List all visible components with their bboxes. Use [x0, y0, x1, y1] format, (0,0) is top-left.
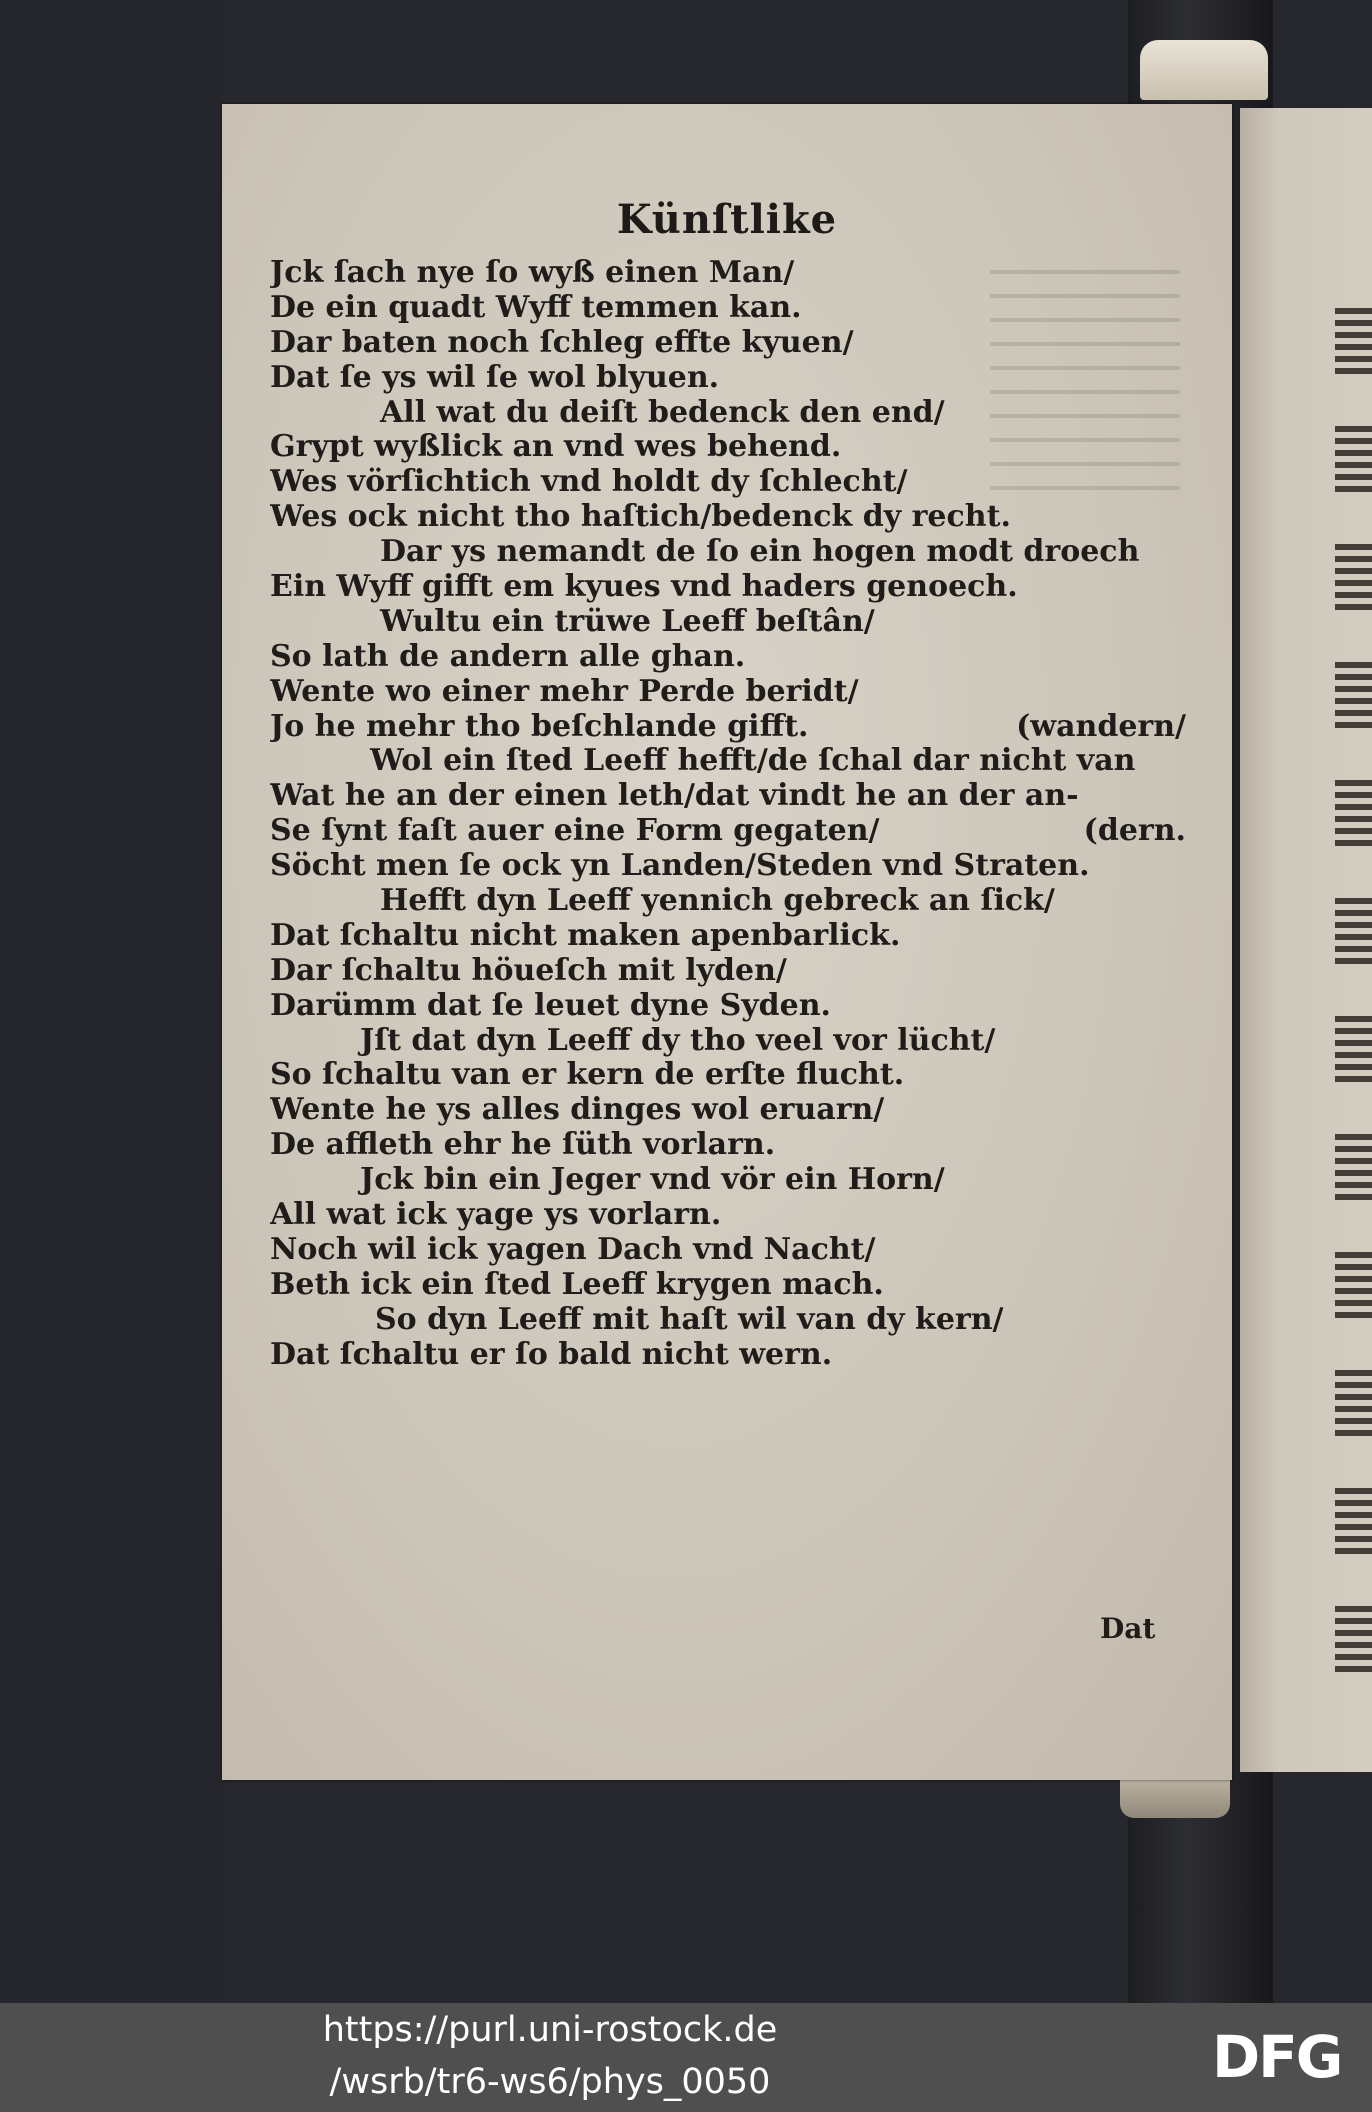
verse-line	[270, 605, 1198, 640]
verse-line	[270, 396, 1198, 431]
verse-line-text: Dar baten noch ſchleg effte kyuen/	[270, 325, 854, 360]
verse-line-text: Wes vörſichtich vnd holdt dy ſchlecht/	[270, 465, 908, 500]
headband-top	[1140, 40, 1268, 100]
verse-text	[270, 256, 1198, 1373]
verse-line	[270, 919, 1198, 954]
verse-line	[270, 1233, 1198, 1268]
verse-line-text: Söcht men ſe ock yn Landen/Steden vnd Straten.	[270, 849, 1090, 884]
verse-line-text: Jck bin ein Jeger vnd vör ein Horn/	[360, 1163, 945, 1198]
verse-line	[270, 710, 1198, 745]
verse-line	[270, 989, 1198, 1024]
verse-line	[270, 744, 1198, 779]
verse-line	[270, 640, 1198, 675]
verse-line-text: So dyn Leeff mit haſt wil van dy kern/	[375, 1302, 1004, 1337]
verse-line	[270, 1338, 1198, 1373]
verse-line	[270, 884, 1198, 919]
permalink-line-1[interactable]: https://purl.uni-rostock.de	[322, 2010, 778, 2050]
verse-line-text: Grypt wyßlick an vnd wes behend.	[270, 430, 842, 465]
verse-line-text: Jck ſach nye ſo wyß einen Man/	[270, 256, 795, 290]
facing-page-text-fragments	[1335, 308, 1372, 1738]
verse-line-text: Dat ſchaltu er ſo bald nicht wern.	[270, 1337, 833, 1372]
facing-page-edge	[1240, 108, 1372, 1772]
verse-line	[270, 256, 1198, 291]
verse-line-text: Noch wil ick yagen Dach vnd Nacht/	[270, 1232, 876, 1267]
verse-line	[270, 1128, 1198, 1163]
verse-line-text: Wente wo einer mehr Perde beridt/	[270, 674, 859, 709]
verse-line-text: Dar ys nemandt de ſo ein hogen modt droech	[380, 535, 1140, 570]
verse-line	[270, 1198, 1198, 1233]
verse-line-text: Wol ein ſted Leeff hefft/de ſchal dar nicht van	[370, 744, 1136, 779]
verse-line-aside: (wandern/	[1016, 709, 1186, 744]
verse-line-text: Ein Wyff gifft em kyues vnd haders genoech.	[270, 570, 1018, 605]
verse-line-text: Wes ock nicht tho haſtich/bedenck dy recht.	[270, 500, 1011, 535]
verse-line	[270, 1058, 1198, 1093]
verse-line	[270, 1024, 1198, 1059]
page-heading: Künſtlike	[616, 196, 838, 243]
verse-line-text: Jo he mehr tho beſchlande gifft.	[270, 709, 809, 744]
dfg-logo: DFG	[1212, 2023, 1342, 2091]
verse-line	[270, 1093, 1198, 1128]
verse-line-text: So lath de andern alle ghan.	[270, 639, 746, 674]
verse-line	[270, 535, 1198, 570]
verse-line	[270, 430, 1198, 465]
verse-line	[270, 675, 1198, 710]
verse-line-text: Dat ſchaltu nicht maken apenbarlick.	[270, 918, 901, 953]
verse-line	[270, 326, 1198, 361]
background-left	[0, 0, 222, 2003]
verse-line-text: Wente he ys alles dinges wol eruarn/	[270, 1093, 885, 1128]
verse-line-text: De ein quadt Wyff temmen kan.	[270, 290, 802, 325]
verse-line	[270, 849, 1198, 884]
verse-line	[270, 361, 1198, 396]
verse-line-text: Wat he an der einen leth/dat vindt he an der an-	[270, 779, 1079, 814]
verse-line-text: Se ſynt faſt auer eine Form gegaten/	[270, 814, 880, 849]
verse-line	[270, 1268, 1198, 1303]
catchword: Dat	[1100, 1612, 1156, 1645]
verse-line	[270, 570, 1198, 605]
verse-line-text: Hefft dyn Leeff yennich gebreck an ſick/	[380, 884, 1055, 919]
verse-line	[270, 814, 1198, 849]
verse-line-text: All wat du deiſt bedenck den end/	[380, 395, 945, 430]
permalink-line-2[interactable]: /wsrb/tr6-ws6/phys_0050	[329, 2062, 771, 2102]
verse-line-text: So ſchaltu van er kern de erſte flucht.	[270, 1058, 905, 1093]
verse-line-aside: (dern.	[1083, 814, 1186, 849]
verse-line	[270, 1163, 1198, 1198]
verse-line-text: De affleth ehr he ſüth vorlarn.	[270, 1128, 776, 1163]
verse-line-text: Darümm dat ſe leuet dyne Syden.	[270, 988, 832, 1023]
verse-line	[270, 465, 1198, 500]
verse-line	[270, 291, 1198, 326]
verse-line-text: Dar ſchaltu höueſch mit lyden/	[270, 953, 787, 988]
verse-line-text: Wultu ein trüwe Leeff beſtân/	[380, 604, 875, 639]
verse-line-text: Jſt dat dyn Leeff dy tho veel vor lücht/	[360, 1023, 996, 1058]
verse-line-text: All wat ick yage ys vorlarn.	[270, 1198, 722, 1233]
verse-line-text: Dat ſe ys wil ſe wol blyuen.	[270, 360, 720, 395]
verse-line	[270, 500, 1198, 535]
verse-line	[270, 954, 1198, 989]
permalink[interactable]	[0, 2004, 1100, 2108]
verse-line	[270, 1303, 1198, 1338]
verse-line-text: Beth ick ein ſted Leeff krygen mach.	[270, 1267, 884, 1302]
verse-line	[270, 779, 1198, 814]
